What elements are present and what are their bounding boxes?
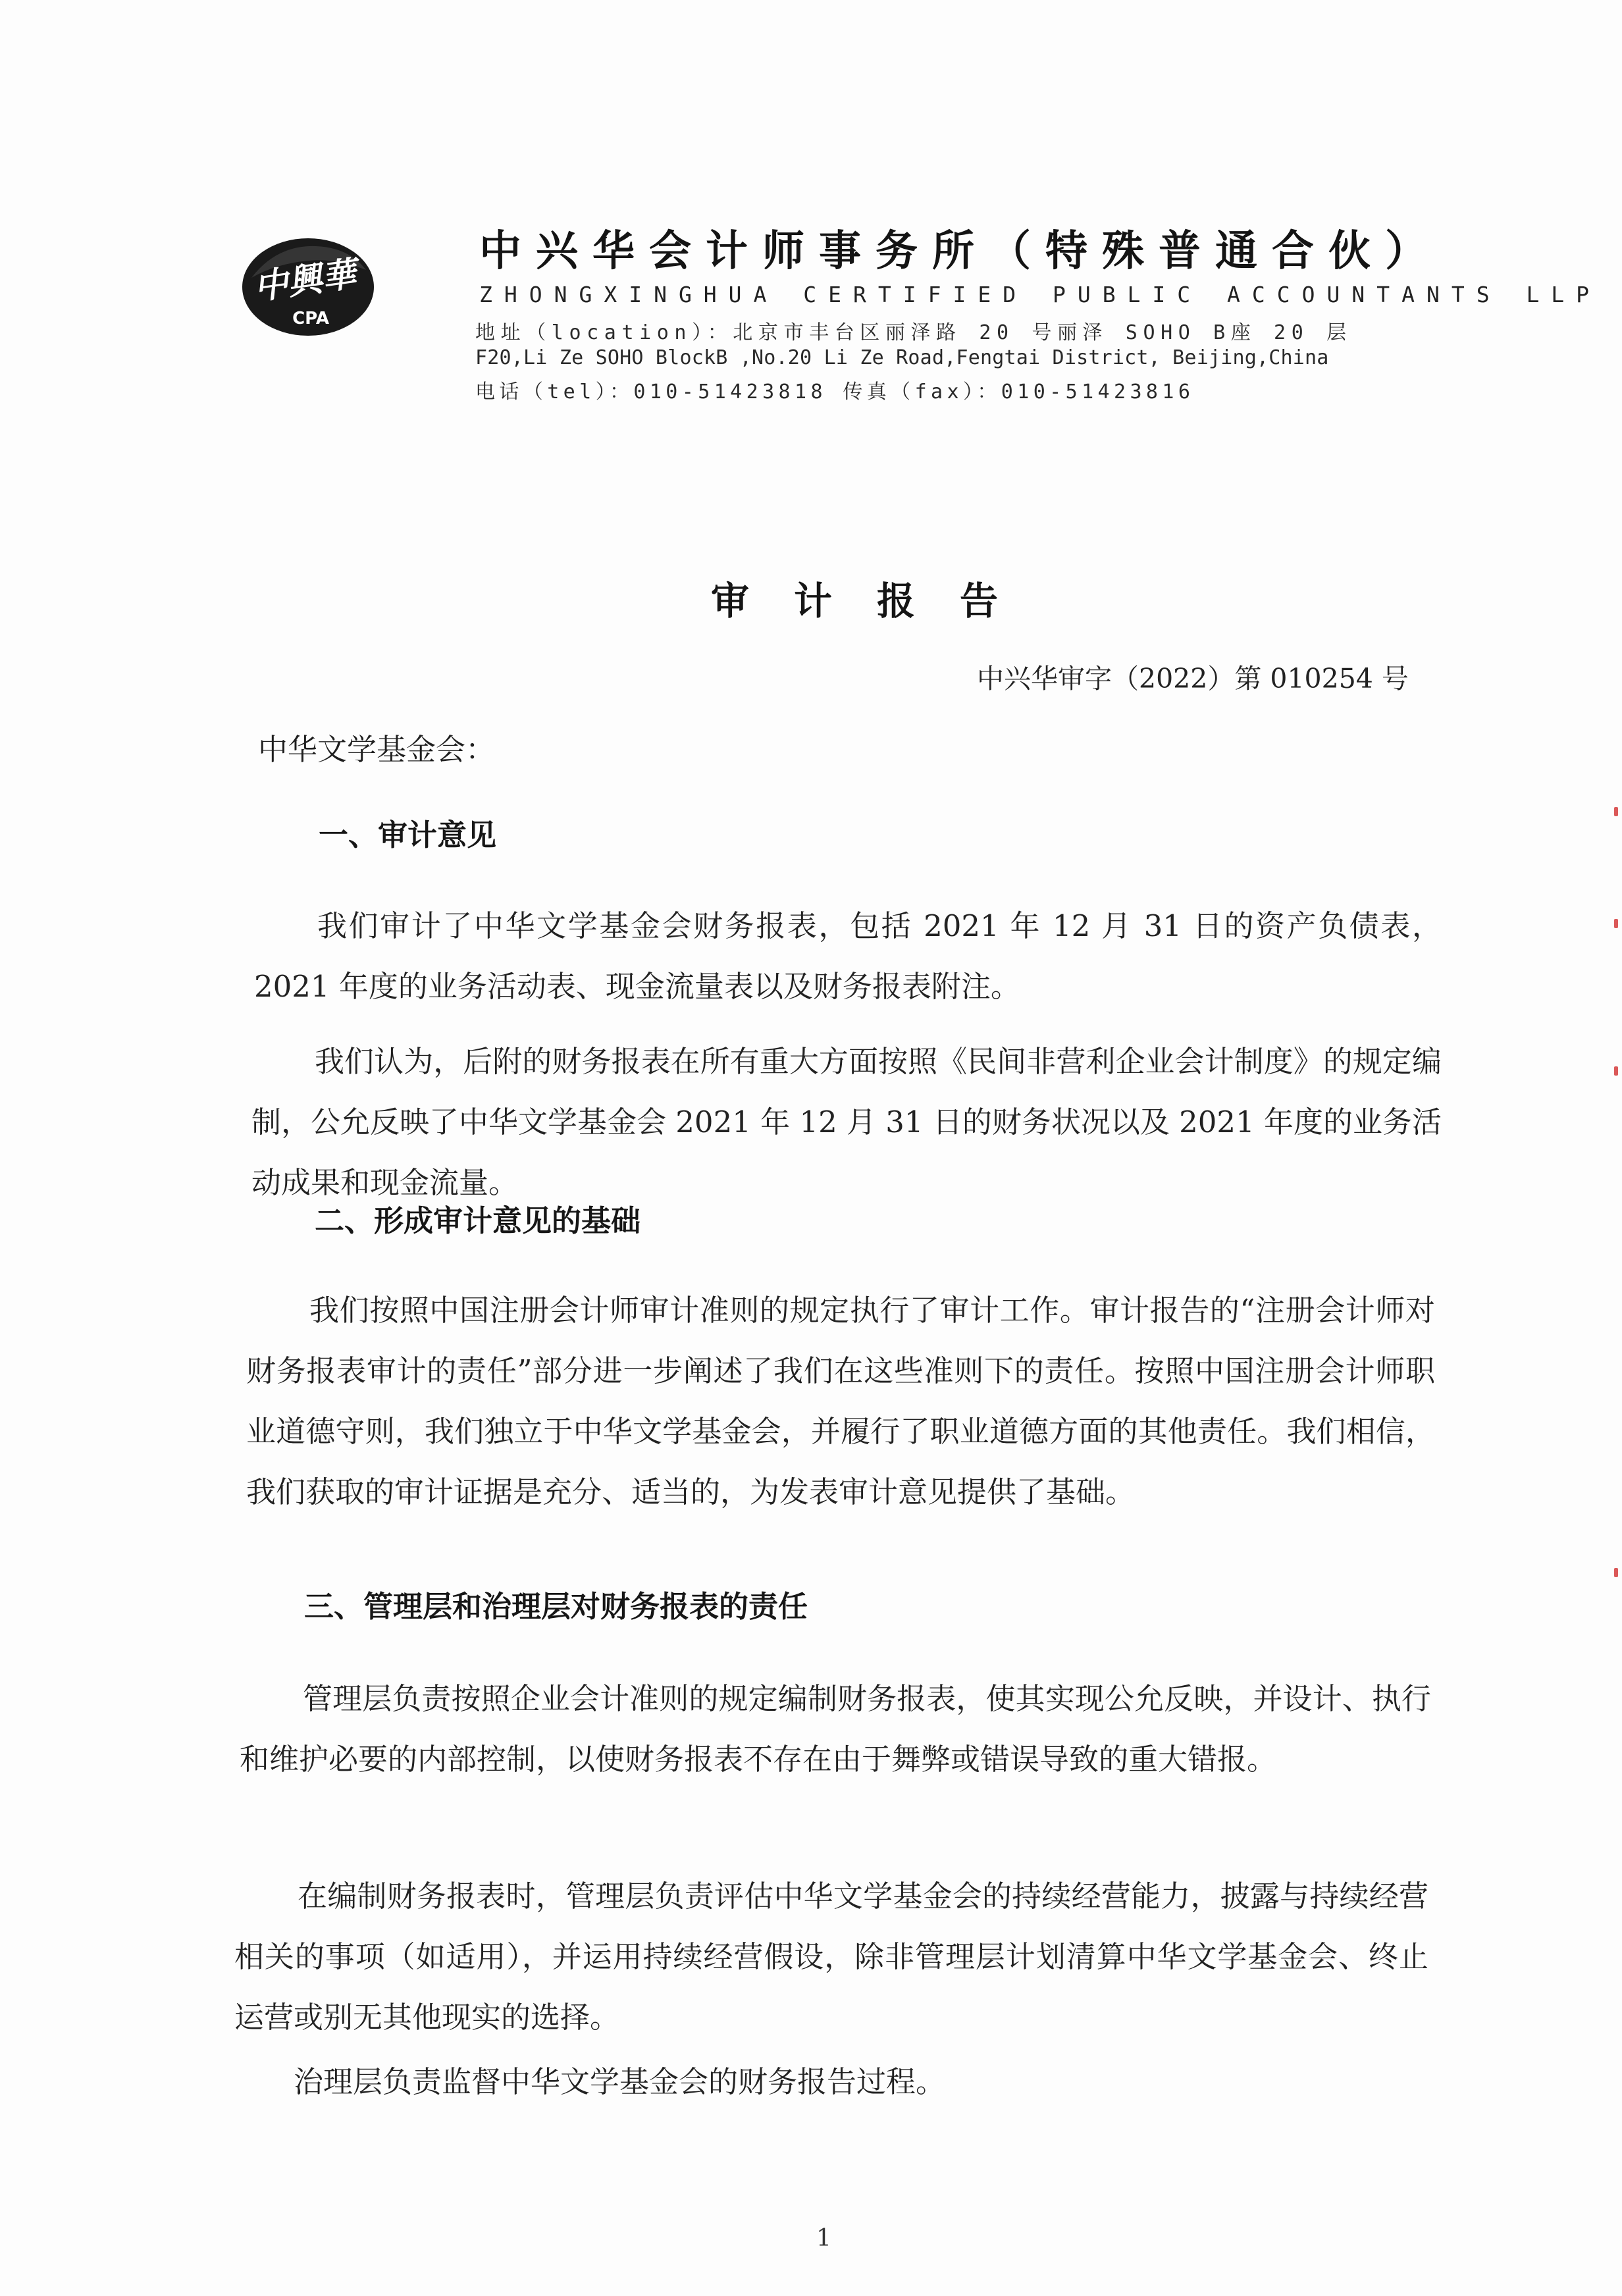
firm-contact: 电话（tel）：010-51423818 传真（fax）：010-51423816 (475, 380, 1195, 404)
section-heading-basis-for-opinion: 二、形成审计意见的基础 (315, 1203, 641, 1238)
firm-logo (237, 232, 379, 338)
scan-edge-mark (1614, 919, 1618, 928)
logo-text-cn: 中興華 (251, 253, 359, 308)
section-heading-management-responsibility: 三、管理层和治理层对财务报表的责任 (304, 1589, 808, 1624)
logo-text-en: CPA (292, 309, 329, 328)
section-heading-audit-opinion: 一、审计意见 (319, 818, 497, 852)
firm-address-en: F20,Li Ze SOHO BlockB ,No.20 Li Ze Road,Fengtai District, Beijing,China (475, 346, 1329, 369)
paragraph: 治理层负责监督中华文学基金会的财务报告过程。 (294, 2064, 946, 2099)
firm-address-cn: 地址（location）：北京市丰台区丽泽路 20 号丽泽 SOHO B座 20 层 (475, 321, 1352, 344)
addressee: 中华文学基金会： (258, 732, 496, 767)
paragraph: 我们按照中国注册会计师审计准则的规定执行了审计工作。审计报告的“注册会计师对财务报表审计的责任”部分进一步阐述了我们在这些准则下的责任。按照中国注册会计师职业道德守则，我们独立于中华文学基金会，并履行了职业道德方面的其他责任。我们相信，我们获取的审计证据是充分、适当的，为发表审计意见提供了基础。 (246, 1293, 1435, 1509)
firm-name-en: ZHONGXINGHUA CERTIFIED PUBLIC ACCOUNTANTS LLP (479, 282, 1602, 307)
paragraph: 我们认为，后附的财务报表在所有重大方面按照《民间非营利企业会计制度》的规定编制，公允反映了中华文学基金会 2021 年 12 月 31 日的财务状况以及 2021 年度的业务活动成果和现金流量。 (251, 1044, 1442, 1200)
report-number: 中兴华审字（2022）第 010254 号 (977, 663, 1409, 694)
paragraph: 我们审计了中华文学基金会财务报表，包括 2021 年 12 月 31 日的资产负债表，2021 年度的业务活动表、现金流量表以及财务报表附注。 (254, 908, 1442, 1004)
paragraph: 在编制财务报表时，管理层负责评估中华文学基金会的持续经营能力，披露与持续经营相关的事项（如适用），并运用持续经营假设，除非管理层计划清算中华文学基金会、终止运营或别无其他现实的选择。 (234, 1879, 1428, 2035)
scan-edge-mark (1614, 1568, 1618, 1577)
report-title: 审计报告 (711, 579, 1043, 623)
firm-name-cn: 中兴华会计师事务所（特殊普通合伙） (479, 227, 1442, 276)
paragraph: 管理层负责按照企业会计准则的规定编制财务报表，使其实现公允反映，并设计、执行和维护必要的内部控制，以使财务报表不存在由于舞弊或错误导致的重大错报。 (240, 1681, 1431, 1777)
page-number: 1 (816, 2225, 831, 2252)
scan-edge-mark (1614, 1066, 1618, 1076)
scan-edge-mark (1614, 807, 1618, 816)
